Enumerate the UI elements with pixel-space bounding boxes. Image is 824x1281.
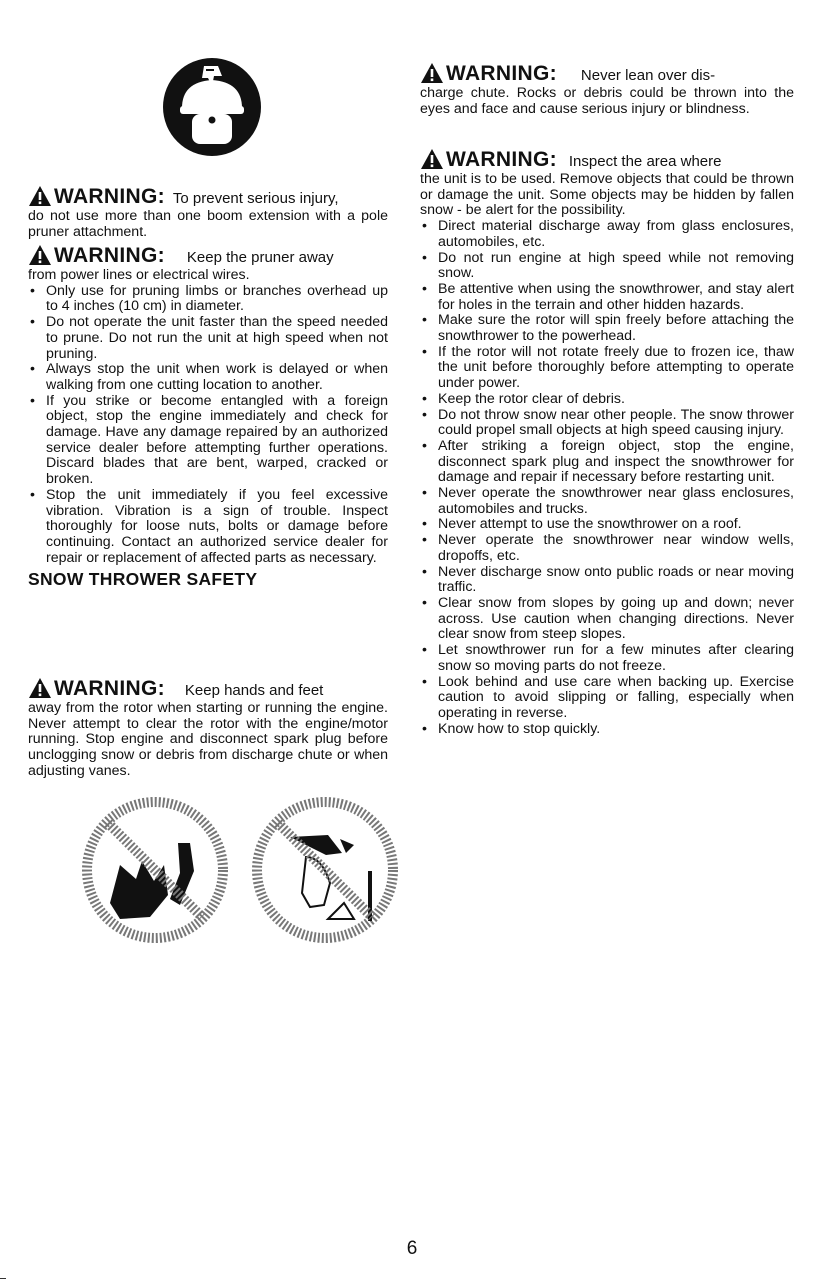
no-lean-over-chute-icon (250, 795, 400, 945)
list-item: • Only use for pruning limbs or branches overhead up to 4 inches (10 cm) in diameter. (30, 282, 388, 315)
warning-lead-text: Keep the pruner away (186, 249, 334, 266)
page-number: 6 (406, 1238, 418, 1259)
list-item: • Never discharge snow onto public roads or near moving traffic. (422, 563, 794, 596)
warning-body: do not use more than one boom extension with a pole pruner attachment. (28, 208, 388, 240)
warning-body: from power lines or electrical wires. (28, 267, 250, 283)
list-item: • Keep the rotor clear of debris. (422, 390, 625, 407)
list-item: • Never operate the snowthrower near window wells, dropoffs, etc. (422, 532, 794, 564)
warning-triangle-icon (420, 148, 444, 170)
warning-lead-text: Inspect the area where (568, 153, 722, 170)
list-item: • Do not run engine at high speed while not removing snow. (422, 249, 794, 282)
list-item: • Look behind and use care when backing up. Exercise caution to avoid slipping or falling, especially when operating in reverse. (422, 673, 794, 721)
warning-lead-text: To prevent serious injury, (172, 190, 339, 207)
hard-hat-mandatory-icon (162, 56, 262, 158)
warning-body: the unit is to be used. Remove objects that could be thrown or damage the unit. Some objects may be hidden by fallen snow - be alert for the possibility. (420, 171, 794, 219)
warning-lead-text: Keep hands and feet (184, 682, 324, 699)
list-item: • Do not throw snow near other people. The snow thrower could propel small objects at high speed causing injury. (422, 406, 794, 439)
warning-triangle-icon (420, 62, 444, 84)
list-item: • Stop the unit immediately if you feel excessive vibration. Vibration is a sign of trouble. Inspect thoroughly for loose nuts, bolts or damage before continuing. Contact an authorized service dealer for repair or replacement of affected parts as necessary. (30, 486, 388, 566)
list-item: • Do not operate the unit faster than the speed needed to prune. Do not run the unit at high speed when not pruning. (30, 314, 388, 362)
warning-label: WARNING: (54, 244, 165, 267)
list-item: • Direct material discharge away from glass enclosures, automobiles, etc. (422, 218, 794, 250)
list-item: • Make sure the rotor will spin freely before attaching the snowthrower to the powerhead. (422, 312, 794, 345)
list-item: • Always stop the unit when work is delayed or when walking from one cutting location to another. (30, 361, 388, 393)
warning-triangle-icon (28, 185, 52, 207)
warning-lead-text: Never lean over dis- (580, 67, 716, 84)
warning-label: WARNING: (446, 148, 557, 171)
warning-body: charge chute. Rocks or debris could be thrown into the eyes and face and cause serious injury or blindness. (420, 85, 794, 117)
list-item: • Know how to stop quickly. (422, 720, 601, 737)
warning-label: WARNING: (54, 185, 165, 208)
warning-label: WARNING: (54, 677, 165, 700)
list-item: • Be attentive when using the snowthrower, and stay alert for holes in the terrain and other hidden hazards. (422, 280, 794, 313)
list-item: • Let snowthrower run for a few minutes after clearing snow so moving parts do not freeze. (422, 642, 794, 674)
warning-block-2 (28, 244, 388, 590)
corner-mark (0, 1278, 6, 1279)
warning-block-4 (420, 62, 794, 117)
warning-body: away from the rotor when starting or running the engine. Never attempt to clear the rotor with the engine/motor running. Stop engine and disconnect spark plug before unclogging snow or debris from discharge chute or when adjusting vanes. (28, 700, 388, 779)
snowthrower-safety-list (420, 219, 794, 737)
warning-block-1 (28, 185, 388, 240)
list-item: • Never operate the snowthrower near glass enclosures, automobiles and trucks. (422, 485, 794, 517)
pruner-safety-list (28, 284, 388, 567)
warning-label: WARNING: (446, 62, 557, 85)
list-item: • If the rotor will not rotate freely due to frozen ice, thaw the unit before thoroughly before attempting to operate under power. (422, 343, 794, 392)
list-item: • If you strike or become entangled with a foreign object, stop the engine immediately and check for damage. Have any damage repaired by an authorized service dealer before attempting further operations. Discard blades that are bent, warped, cracked or broken. (30, 392, 388, 488)
list-item: • Never attempt to use the snowthrower on a roof. (422, 516, 742, 533)
warning-block-3 (28, 677, 388, 780)
warning-triangle-icon (28, 244, 52, 266)
warning-block-5 (420, 148, 794, 737)
section-title: SNOW THROWER SAFETY (28, 569, 258, 590)
list-item: • Clear snow from slopes by going up and down; never across. Use caution when changing directions. Never clear snow from steep slopes. (422, 594, 794, 643)
no-hands-in-rotor-icon (80, 795, 230, 945)
list-item: • After striking a foreign object, stop the engine, disconnect spark plug and inspect the snowthrower for damage and repair if necessary before restarting unit. (422, 437, 794, 486)
warning-triangle-icon (28, 677, 52, 699)
